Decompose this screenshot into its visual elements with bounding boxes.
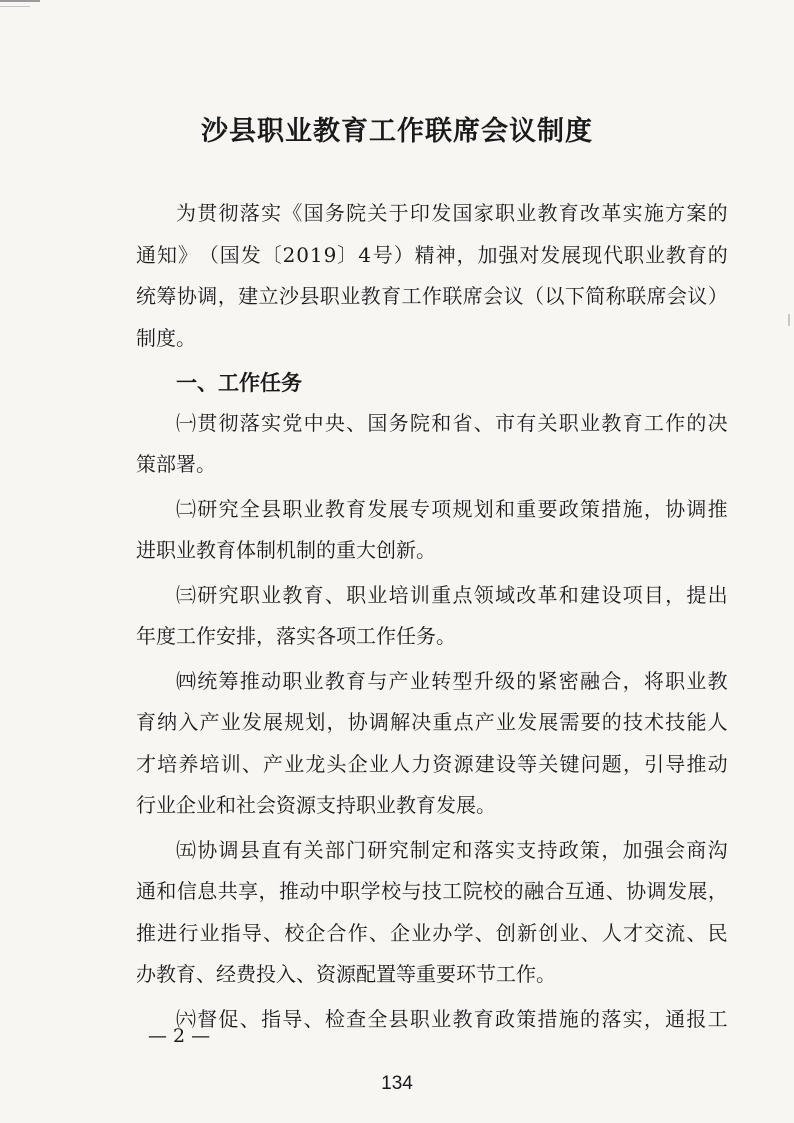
text-line: 年度工作安排，落实各项工作任务。 — [136, 624, 456, 648]
text-line: 推 进 行 业 指 导 、 校 企 合 作 、 企 业 办 学 、 创 新 创 业 、 人 才 交 流 、 民 — [136, 920, 728, 945]
text-line: ㈥ 督 促 、 指 导 、 检 查 全 县 职 业 教 育 政 策 措 施 的 落 实 ， 通 报 工 — [176, 1006, 728, 1031]
text-line: ㈣ 统 筹 推 动 职 业 教 育 与 产 业 转 型 升 级 的 紧 密 融 合 ， 将 职 业 教 — [176, 668, 728, 693]
text-line: 办教育、经费投入、资源配置等重要环节工作。 — [136, 962, 556, 986]
text-line: 进职业教育体制机制的重大创新。 — [136, 538, 436, 562]
text-line: ㈡ 研 究 全 县 职 业 教 育 发 展 专 项 规 划 和 重 要 政 策 措 施 ， 协 调 推 — [176, 496, 728, 521]
text-line: 统 筹 协 调 ， 建 立 沙 县 职 业 教 育 工 作 联 席 会 议 （ 以 下 简 称 联 席 会 议 ） — [136, 284, 728, 308]
section-heading: 一、工作任务 — [176, 371, 302, 395]
text-line: ㈠ 贯 彻 落 实 党 中 央 、 国 务 院 和 省 、 市 有 关 职 业 教 育 工 作 的 决 — [176, 410, 728, 435]
scan-artifact — [0, 0, 40, 2]
scan-artifact — [788, 314, 790, 326]
text-line: ㈢ 研 究 职 业 教 育 、 职 业 培 训 重 点 领 域 改 革 和 建 设 项 目 ， 提 出 — [176, 582, 728, 607]
text-line: 为 贯 彻 落 实 《 国 务 院 关 于 印 发 国 家 职 业 教 育 改 革 实 施 方 案 的 — [176, 201, 728, 225]
text-line: 才 培 养 培 训 、 产 业 龙 头 企 业 人 力 资 源 建 设 等 关 键 问 题 ， 引 导 推 动 — [136, 751, 728, 776]
folio: — 2 — — [148, 1025, 211, 1047]
text-line: 策部署。 — [136, 452, 216, 476]
text-line: 行业企业和社会资源支持职业教育发展。 — [136, 793, 496, 817]
text-line: 制度。 — [136, 325, 196, 350]
page-number: 134 — [381, 1073, 413, 1094]
text-line: 通 和 信 息 共 享 ， 推 动 中 职 学 校 与 技 工 院 校 的 融 合 互 通 、 协 调 发 展 ， — [136, 879, 728, 903]
scan-artifact — [0, 6, 30, 7]
document-title: 沙县职业教育工作联席会议制度 — [201, 116, 593, 147]
text-line: ㈤ 协 调 县 直 有 关 部 门 研 究 制 定 和 落 实 支 持 政 策 ， 加 强 会 商 沟 — [176, 837, 728, 862]
text-line: 通 知 》 （ 国 发 〔 2 0 1 9 〕 4 号 ） 精 神 ， 加 强 对 发 展 现 代 职 业 教 育 的 — [136, 242, 728, 267]
text-line: 育 纳 入 产 业 发 展 规 划 ， 协 调 解 决 重 点 产 业 发 展 需 要 的 技 术 技 能 人 — [136, 710, 728, 734]
